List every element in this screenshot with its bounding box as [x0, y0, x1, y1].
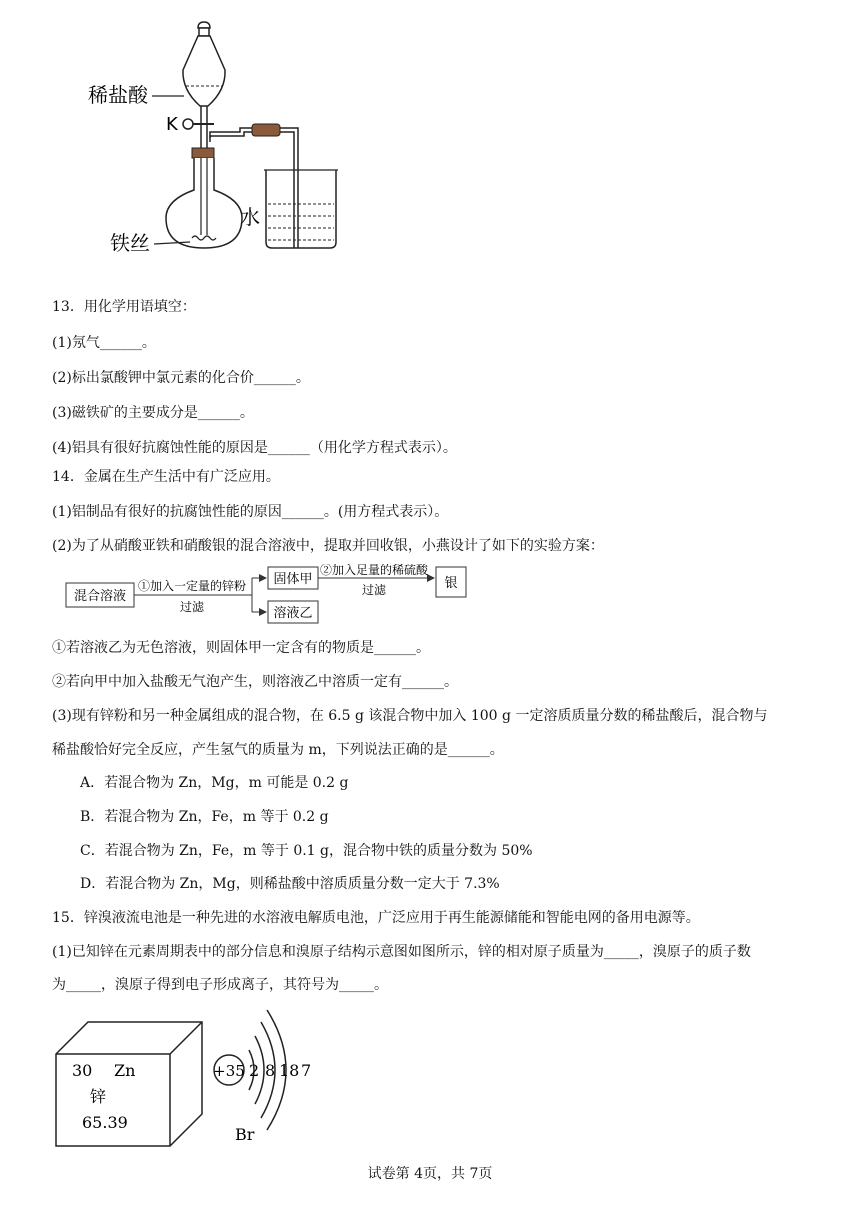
atom-shell-2: 8 — [265, 1061, 276, 1080]
q14-sub1: ①若溶液乙为无色溶液，则固体甲一定含有的物质是______。 — [52, 640, 430, 656]
option-c: C．若混合物为 Zn，Fe，m 等于 0.1 g，混合物中铁的质量分数为 50% — [80, 843, 533, 859]
q14-part3-line1: (3)现有锌粉和另一种金属组成的混合物，在 6.5 g 该混合物中加入 100 g 一定溶质质量分数的稀盐酸后，混合物与 — [52, 708, 768, 724]
element-card-zinc — [52, 1016, 212, 1152]
flow-step2-filter: 过滤 — [361, 583, 387, 597]
apparatus-figure — [80, 20, 400, 260]
page-footer: 试卷第 4页，共 7页 — [367, 1166, 493, 1182]
q13-part1: (1)氖气______。 — [52, 335, 156, 351]
element-atomic-mass: 65.39 — [82, 1113, 128, 1132]
q14-part2: (2)为了从硝酸亚铁和硝酸银的混合溶液中，提取并回收银，小燕设计了如下的实验方案： — [52, 538, 604, 554]
element-name: 锌 — [90, 1087, 107, 1106]
label-valve-k: K — [166, 114, 178, 135]
q15-heading: 15．锌溴液流电池是一种先进的水溶液电解质电池，广泛应用于再生能源储能和智能电网的备用电源等。 — [52, 910, 700, 926]
atom-shell-4: 7 — [301, 1061, 312, 1080]
atom-nucleus-charge: +35 — [213, 1062, 245, 1080]
flow-box-solid-label: 固体甲 — [273, 572, 313, 587]
option-b: B．若混合物为 Zn，Fe，m 等于 0.2 g — [80, 809, 329, 825]
bromine-atom-diagram — [205, 1006, 335, 1146]
atom-shell-1: 2 — [249, 1061, 260, 1080]
label-water: 水 — [240, 205, 260, 229]
q14-heading: 14．金属在生产生活中有广泛应用。 — [52, 469, 280, 485]
option-d: D．若混合物为 Zn，Mg，则稀盐酸中溶质质量分数一定大于 7.3% — [80, 876, 500, 892]
flow-box-solution-label: 溶液乙 — [273, 606, 313, 621]
q14-sub2: ②若向甲中加入盐酸无气泡产生，则溶液乙中溶质一定有______。 — [52, 674, 458, 690]
element-atomic-number: 30 — [72, 1061, 93, 1080]
flow-box-mixed-solution-label: 混合溶液 — [73, 589, 127, 604]
atom-shell-3: 18 — [279, 1061, 300, 1080]
label-iron-wire: 铁丝 — [110, 231, 150, 255]
flow-step2-label: ②加入足量的稀硫酸 — [319, 564, 429, 577]
q15-part1-line2: 为_____，溴原子得到电子形成离子，其符号为_____。 — [52, 977, 388, 993]
q13-part2: (2)标出氯酸钾中氯元素的化合价______。 — [52, 370, 310, 386]
flow-step1-label: ①加入一定量的锌粉 — [137, 579, 247, 593]
flow-box-silver-label: 银 — [444, 576, 458, 591]
q14-part1: (1)铝制品有很好的抗腐蚀性能的原因______。(用方程式表示）。 — [52, 504, 449, 520]
q14-part3-line2: 稀盐酸恰好完全反应，产生氢气的质量为 m，下列说法正确的是______。 — [52, 742, 504, 758]
q13-heading: 13．用化学用语填空： — [52, 299, 196, 315]
option-a: A．若混合物为 Zn，Mg，m 可能是 0.2 g — [80, 775, 349, 791]
flow-diagram — [62, 564, 482, 628]
element-symbol: Zn — [114, 1061, 136, 1080]
q13-part4: (4)铝具有很好抗腐蚀性能的原因是______（用化学方程式表示）。 — [52, 440, 457, 456]
atom-symbol: Br — [235, 1125, 255, 1144]
q13-part3: (3)磁铁矿的主要成分是______。 — [52, 405, 254, 421]
flow-step1-filter: 过滤 — [179, 600, 205, 614]
label-dilute-hcl: 稀盐酸 — [88, 83, 148, 107]
q15-part1-line1: (1)已知锌在元素周期表中的部分信息和溴原子结构示意图如图所示，锌的相对原子质量为_____，溴原子的质子数 — [52, 944, 751, 960]
